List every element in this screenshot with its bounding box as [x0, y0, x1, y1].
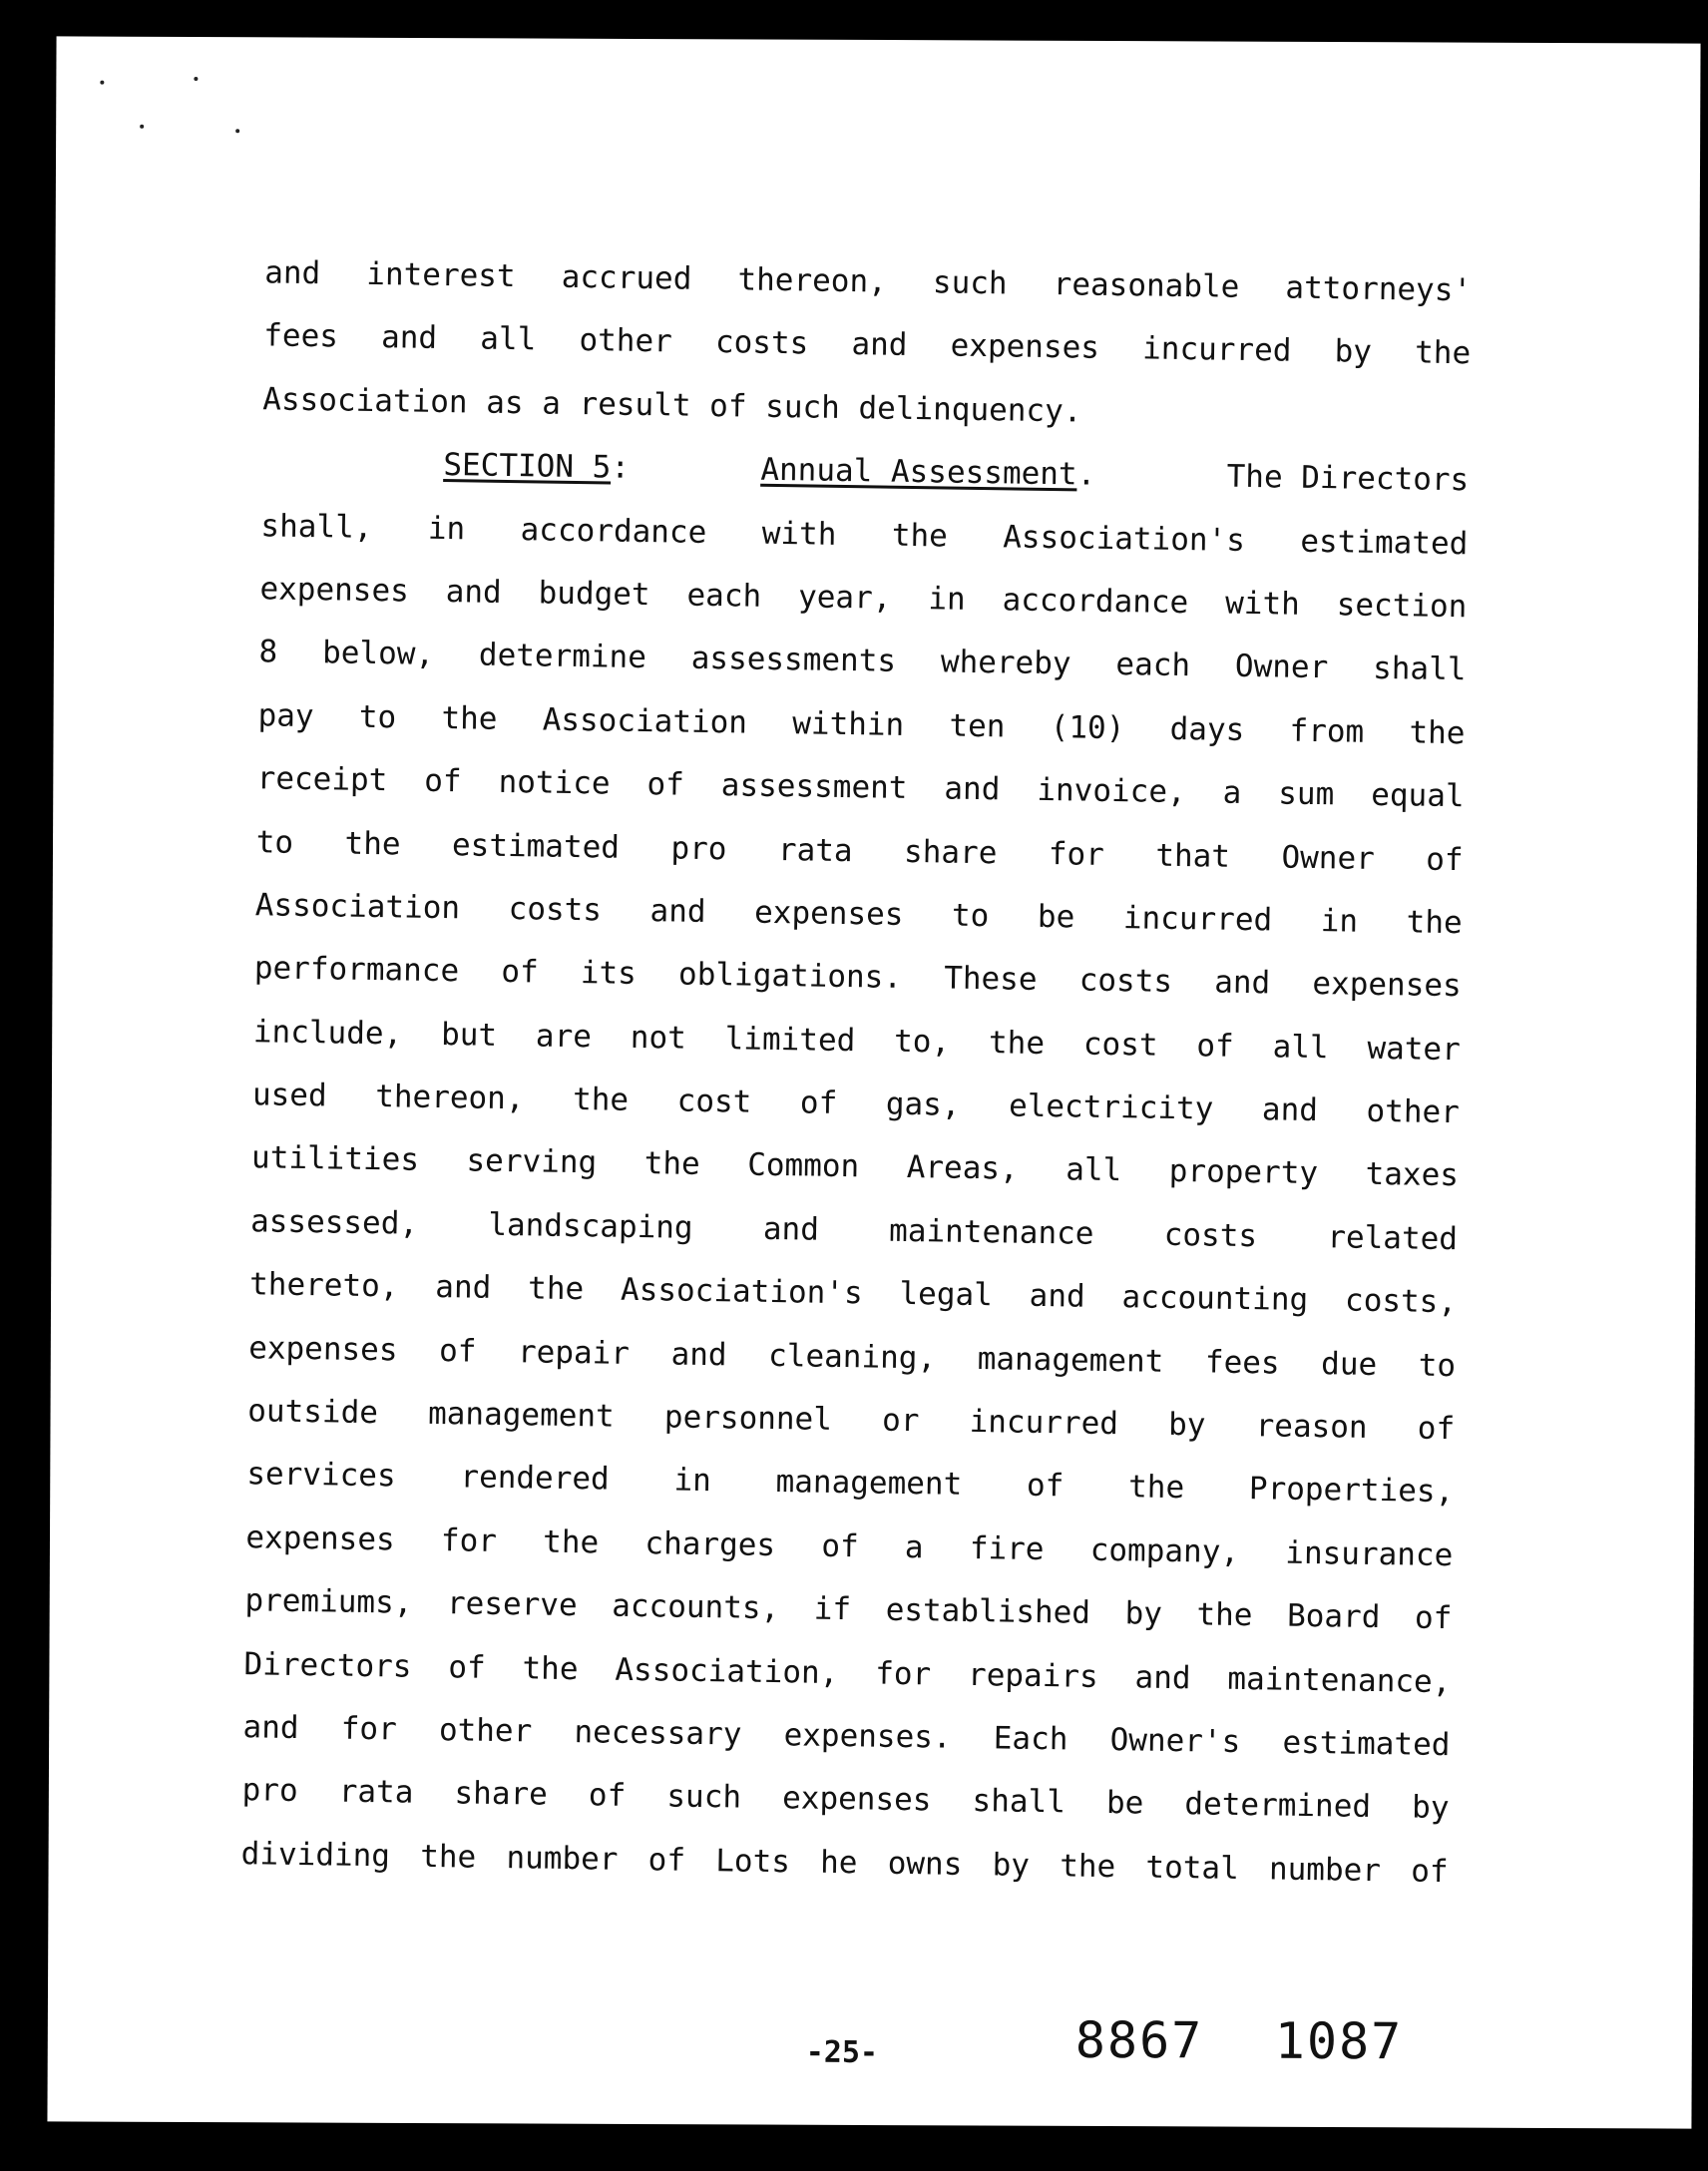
text-line: used thereon, the cost of gas, electricity and other [251, 1077, 1461, 1131]
document-body [240, 241, 1472, 1904]
section-colon: : [611, 449, 631, 486]
section-label: SECTION 5 [443, 447, 612, 486]
text-line: and interest accrued thereon, such reasonable attorneys' [263, 254, 1473, 309]
section-title-group [760, 439, 1096, 507]
text-line: Directors of the Association, for repairs and maintenance, [243, 1645, 1452, 1700]
text-line: shall, in accordance with the Association's estimated [260, 507, 1469, 562]
text-line: pro rata share of such expenses shall be determined by [241, 1772, 1450, 1827]
text-line: receipt of notice of assessment and invoice, a sum equal [256, 760, 1465, 815]
scan-speck [100, 81, 104, 85]
page-number: -25- [805, 2034, 879, 2071]
section-title: Annual Assessment [760, 451, 1077, 493]
text-line: expenses and budget each year, in accordance with section [259, 571, 1468, 626]
text-line: pay to the Association within ten (10) days from the [257, 697, 1466, 751]
scan-speck [140, 125, 144, 129]
text-line: performance of its obligations. These costs and expenses [253, 950, 1463, 1005]
text-line: utilities serving the Common Areas, all property taxes [250, 1139, 1460, 1194]
text-line: Association as a result of such delinquency. [262, 381, 1082, 430]
text-line: fees and all other costs and expenses incurred by the [263, 317, 1472, 372]
text-line: 8 below, determine assessments whereby each Owner shall [258, 634, 1467, 688]
section-title-period: . [1076, 456, 1096, 493]
text-line: thereto, and the Association's legal and accounting costs, [248, 1266, 1458, 1321]
document-stamp-number-right: 1087 [1274, 2011, 1404, 2071]
text-line: and for other necessary expenses. Each Owner's estimated [242, 1709, 1451, 1764]
text-line: premiums, reserve accounts, if established by the Board of [244, 1582, 1453, 1637]
text-line: dividing the number of Lots he owns by the total number of [240, 1835, 1449, 1890]
text-line: services rendered in management of the Properties, [246, 1456, 1455, 1511]
scan-speck [194, 77, 198, 81]
text-line: expenses of repair and cleaning, management fees due to [247, 1329, 1457, 1384]
section-first-line-rest: The Directors [1226, 458, 1470, 499]
document-stamp-number-left: 8867 [1074, 2010, 1204, 2070]
text-line: Association costs and expenses to be incurred in the [254, 887, 1463, 942]
text-line: expenses for the charges of a fire company, insurance [245, 1520, 1454, 1573]
section-label-group [443, 434, 631, 500]
text-line: to the estimated pro rata share for that Owner of [255, 823, 1464, 878]
document-page [47, 36, 1700, 2128]
text-line: outside management personnel or incurred by reason of [247, 1393, 1456, 1448]
scan-speck [235, 129, 239, 133]
text-line: assessed, landscaping and maintenance costs related [249, 1203, 1459, 1258]
text-line: include, but are not limited to, the cost of all water [252, 1013, 1462, 1068]
